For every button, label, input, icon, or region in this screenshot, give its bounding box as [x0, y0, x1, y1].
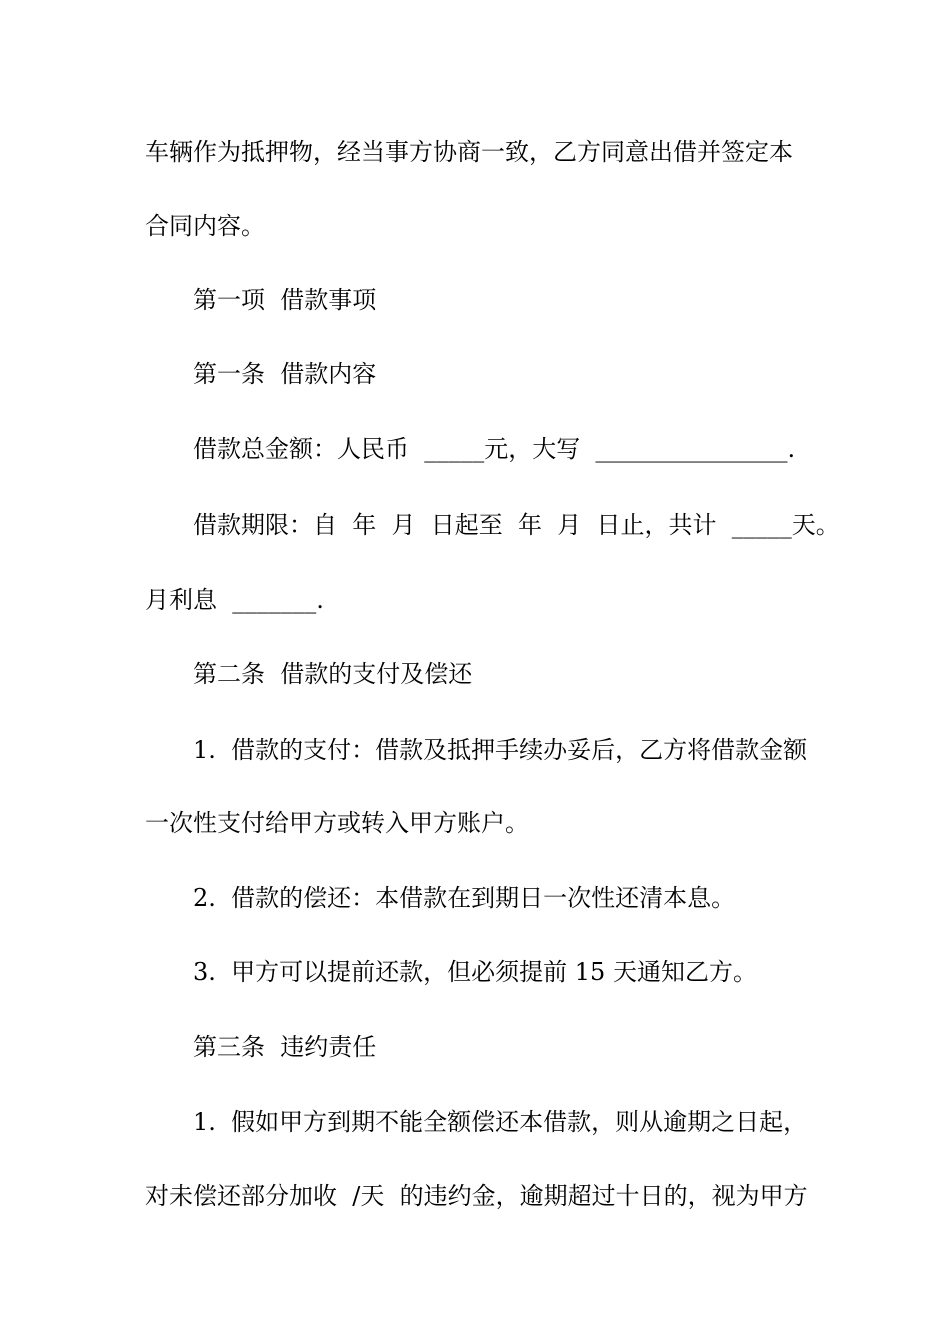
loan-amount-line: 借款总金额：人民币 _____元，大写 ________________.: [193, 435, 796, 463]
section-heading: 第一项 借款事项: [193, 286, 377, 314]
clause-line: 对未偿还部分加收 /天 的违约金，逾期超过十日的，视为甲方: [145, 1182, 808, 1210]
clause-line: 2. 借款的偿还：本借款在到期日一次性还清本息。: [193, 884, 736, 912]
clause-line: 3. 甲方可以提前还款，但必须提前 15 天通知乙方。: [193, 958, 757, 986]
clause-line: 一次性支付给甲方或转入甲方账户。: [145, 809, 529, 837]
clause-line: 1. 借款的支付：借款及抵押手续办妥后，乙方将借款金额: [193, 736, 808, 764]
clause-line: 1. 假如甲方到期不能全额偿还本借款，则从逾期之日起，: [193, 1108, 808, 1136]
monthly-interest-line: 月利息 _______.: [145, 586, 324, 614]
article-heading: 第一条 借款内容: [193, 360, 377, 388]
paragraph-line: 合同内容。: [145, 212, 265, 240]
article-heading: 第三条 违约责任: [193, 1033, 377, 1061]
paragraph-line: 车辆作为抵押物，经当事方协商一致，乙方同意出借并签定本: [145, 138, 793, 166]
loan-term-line: 借款期限：自 年 月 日起至 年 月 日止，共计 _____天。: [193, 511, 840, 539]
article-heading: 第二条 借款的支付及偿还: [193, 660, 473, 688]
